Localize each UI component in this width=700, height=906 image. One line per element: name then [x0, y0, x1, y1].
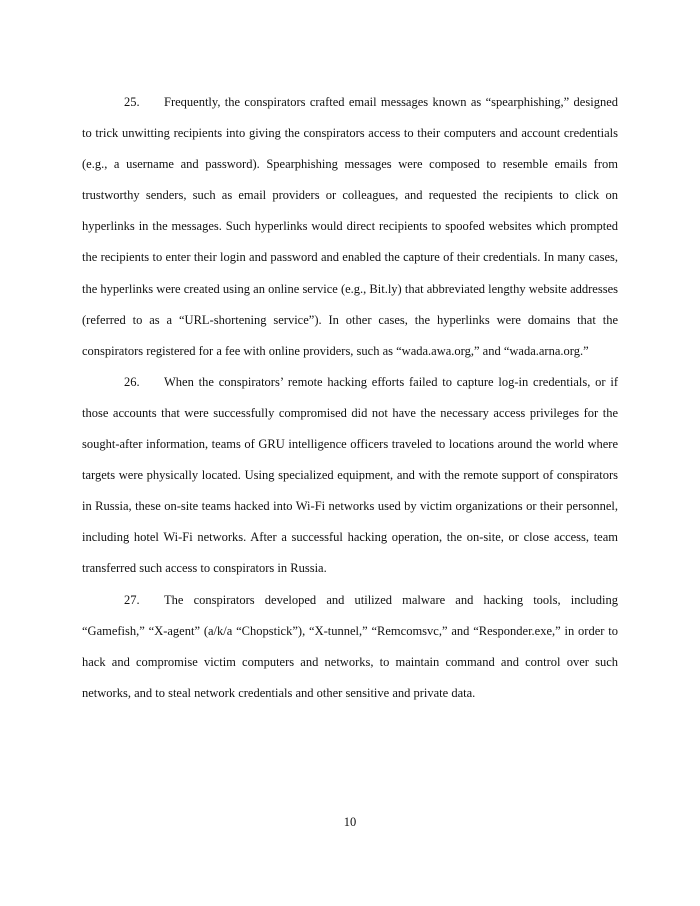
paragraph-text: The conspirators developed and utilized malware and hacking tools, including “Gamefish,” “X-agent” (a/k/a “Chopstick”), “X-tunnel,” “Remcomsvc,” and “Responder.exe,” in order to hack and compromise victim computers and networks, to maintain command and control over such networks, and to steal network credentials and other sensitive and private data. [82, 592, 618, 700]
paragraph-number: 26. [124, 374, 140, 389]
page-number: 10 [343, 815, 357, 829]
paragraph-number: 25. [124, 95, 140, 109]
paragraph-27 [82, 585, 618, 709]
paragraph-text: Frequently, the conspirators crafted email messages known as “spearphishing,” designed to trick unwitting recipients into giving the conspirators access to their computers and account credentials (e.g., a username and password). Spearphishing messages were composed to resemble emails from trustworthy senders, such as email providers or colleagues, and requested the recipients to click on hyperlinks in the messages. Such hyperlinks would direct recipients to spoofed websites which prompted the recipients to enter their login and password and enabled the capture of their credentials. In many cases, the hyperlinks were created using an online service (e.g., Bit.ly) that abbreviated lengthy website addresses (referred to as a “URL-shortening service”). In other cases, the hyperlinks were domains that the conspirators registered for a fee with online providers, such as “wada.awa.org,” and “wada.arna.org.” [82, 95, 618, 358]
paragraph-text: When the conspirators’ remote hacking efforts failed to capture log-in credentials, or if those accounts that were successfully compromised did not have the necessary access privileges for the sought-after information, teams of GRU intelligence officers traveled to locations around the world where targets were physically located. Using specialized equipment, and with the remote support of conspirators in Russia, these on-site teams hacked into Wi-Fi networks used by victim organizations or their personnel, including hotel Wi-Fi networks. After a successful hacking operation, the on-site, or close access, team transferred such access to conspirators in Russia. [82, 374, 618, 576]
paragraph-number: 27. [124, 592, 140, 607]
paragraph-26 [82, 367, 618, 585]
paragraph-25 [82, 87, 618, 367]
body-text [82, 87, 618, 709]
